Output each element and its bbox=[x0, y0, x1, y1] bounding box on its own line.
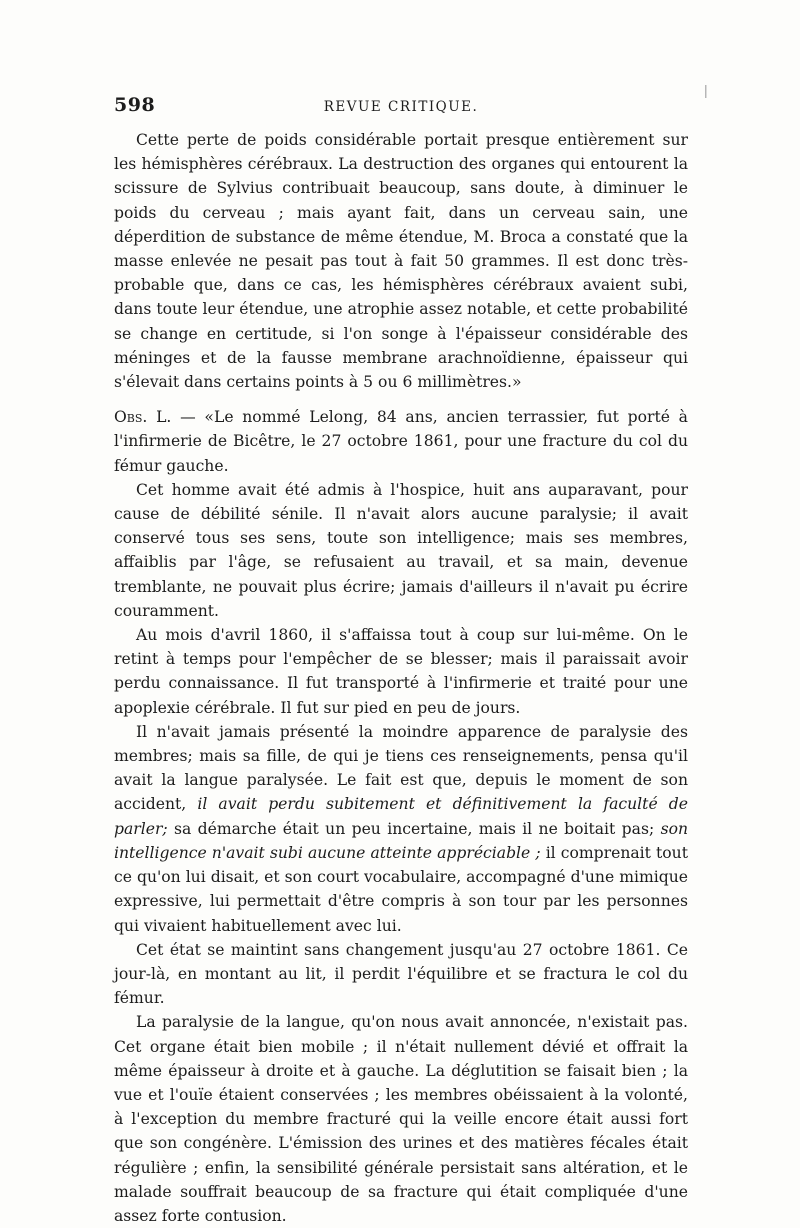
observation-intro-text: — «Le nommé Lelong, 84 ans, ancien terrassier, fut porté à l'infirmerie de Bicêtre, le 27 octobre 1861, pour une fracture du col du fémur gauche. bbox=[114, 408, 688, 475]
page-header bbox=[114, 84, 708, 118]
paragraph-brain-weight: Cette perte de poids considérable portait presque entièrement sur les hémisphères cérébraux. La destruction des organes qui entourent la scissure de Sylvius contribuait beaucoup, sans doute, à diminuer le poids du cerveau ; mais ayant fait, dans un cerveau sain, une déperdition de substance de même étendue, M. Broca a constaté que la masse enlevée ne pesait pas tout à fait 50 grammes. Il est donc très-probable que, dans ce cas, les hémisphères cérébraux avaient subi, dans toute leur étendue, une atrophie assez notable, et cette probabilité se change en certitude, si l'on songe à l'épaisseur considérable des méninges et de la fausse membrane arachnoïdienne, épaisseur qui s'élevait dans certains points à 5 ou 6 millimètres.» bbox=[114, 131, 688, 392]
aphasia-emphasis-1: il avait perdu subitement et définitivement la faculté de parler; bbox=[114, 795, 688, 838]
aphasia-emphasis-2: son intelligence n'avait subi aucune atteinte appréciable ; bbox=[114, 819, 688, 862]
aphasia-text-c: il comprenait tout ce qu'on lui disait, et son court vocabulaire, accompagné d'une mimique expressive, lui permettait d'être compris à son tour par les personnes qui vivaient habituellement avec lui. bbox=[114, 843, 688, 935]
paragraph-aphasia bbox=[114, 720, 688, 938]
observation-intro bbox=[114, 405, 688, 478]
paragraph-history: Cet homme avait été admis à l'hospice, huit ans auparavant, pour cause de débilité sénile. Il n'avait alors aucune paralysie; il avait conservé tous ses sens, toute son intelligence; mais ses membres, affaiblis par l'âge, se refusaient au travail, et sa main, devenue tremblante, ne pouvait plus écrire; jamais d'ailleurs il n'avait pu écrire couramment. bbox=[114, 480, 688, 620]
corner-mark: | bbox=[703, 84, 708, 99]
aphasia-text-b: sa démarche était un peu incertaine, mais il ne boitait pas; bbox=[167, 819, 661, 838]
page-number: 598 bbox=[114, 94, 156, 116]
observation-label: Obs. L. bbox=[114, 408, 172, 427]
paragraph-fracture: Cet état se maintint sans changement jusqu'au 27 octobre 1861. Ce jour-là, en montant au lit, il perdit l'équilibre et se fractura le col du fémur. bbox=[114, 940, 688, 1008]
paragraph-examination: La paralysie de la langue, qu'on nous avait annoncée, n'existait pas. Cet organe était bien mobile ; il n'était nullement dévié et offrait la même épaisseur à droite et à gauche. La déglutition se faisait bien ; la vue et l'ouïe étaient conservées ; les membres obéissaient à la volonté, à l'exception du membre fracturé qui la veille encore était aussi fort que son congénère. L'émission des urines et des matières fécales était régulière ; enfin, la sensibilité générale persistait sans altération, et le malade souffrait beaucoup de sa fracture qui était compliquée d'une assez forte contusion. bbox=[114, 1013, 688, 1225]
aphasia-text-a: Il n'avait jamais présenté la moindre apparence de paralysie des membres; mais sa fille, de qui je tiens ces renseignements, pensa qu'il avait la langue paralysée. Le fait est que, depuis le moment de son accident, bbox=[114, 722, 688, 814]
page-body bbox=[114, 128, 688, 1228]
paragraph-attack: Au mois d'avril 1860, il s'affaissa tout à coup sur lui-même. On le retint à temps pour l'empêcher de se blesser; mais il paraissait avoir perdu connaissance. Il fut transporté à l'infirmerie et traité pour une apoplexie cérébrale. Il fut sur pied en peu de jours. bbox=[114, 626, 688, 717]
running-title: REVUE CRITIQUE. bbox=[323, 99, 479, 115]
